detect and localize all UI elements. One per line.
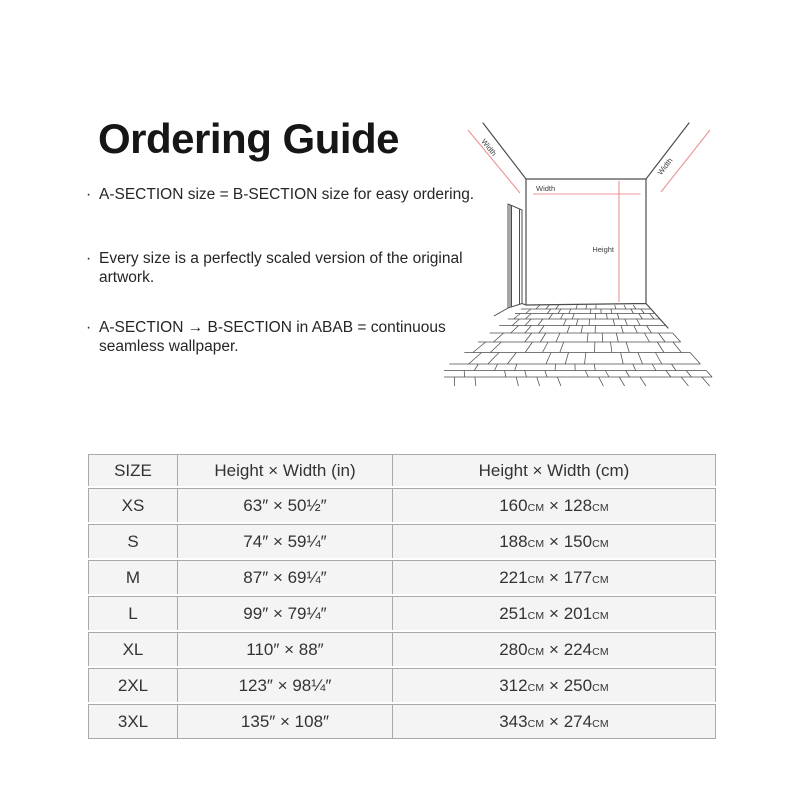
cm-cell: 280CM × 224CM xyxy=(392,632,716,666)
inches-cell: 135″ × 108″ xyxy=(177,704,392,739)
bullet-marker: · xyxy=(86,250,92,267)
cm-unit-label: CM xyxy=(592,501,609,514)
inches-cell: 87″ × 69¼″ xyxy=(177,560,392,594)
cm-cell: 251CM × 201CM xyxy=(392,596,716,630)
size-table xyxy=(88,452,716,741)
cm-unit-label: CM xyxy=(592,609,609,622)
page-title: Ordering Guide xyxy=(98,115,400,163)
size-cell: M xyxy=(88,560,177,594)
bullet-item xyxy=(86,185,474,204)
bullet-text: A-SECTION → B-SECTION in ABAB = continuous xyxy=(99,319,446,336)
cm-unit-label: CM xyxy=(592,645,609,658)
size-cell: S xyxy=(88,524,177,558)
cm-unit-label: CM xyxy=(527,717,545,730)
inches-cell: 74″ × 59¼″ xyxy=(177,524,392,558)
col-header-size: SIZE xyxy=(88,454,177,486)
cm-unit-label: CM xyxy=(527,537,545,550)
door-icon xyxy=(494,204,522,316)
table-row xyxy=(88,488,716,522)
size-cell: 3XL xyxy=(88,704,177,739)
size-cell: XL xyxy=(88,632,177,666)
height-label: Height xyxy=(592,245,614,254)
size-table-wrap xyxy=(88,452,716,741)
inches-cell: 63″ × 50½″ xyxy=(177,488,392,522)
measurement-lines xyxy=(468,130,710,302)
cm-cell: 221CM × 177CM xyxy=(392,560,716,594)
bullet-item xyxy=(86,249,474,287)
bullet-text: artwork. xyxy=(99,269,155,286)
bullet-list xyxy=(86,185,474,356)
col-header-cm: Height × Width (cm) xyxy=(392,454,716,486)
table-row xyxy=(88,560,716,594)
back-width-label: Width xyxy=(536,184,556,193)
room-illustration xyxy=(430,95,730,395)
cm-cell: 188CM × 150CM xyxy=(392,524,716,558)
table-row xyxy=(88,668,716,702)
floor-tiles xyxy=(444,305,712,386)
cm-cell: 160CM × 128CM xyxy=(392,488,716,522)
table-row xyxy=(88,524,716,558)
cm-unit-label: CM xyxy=(527,573,545,586)
left-width-label: Width xyxy=(479,137,499,158)
size-cell: 2XL xyxy=(88,668,177,702)
bullet-text: seamless wallpaper. xyxy=(99,338,239,355)
cm-unit-label: CM xyxy=(592,681,609,694)
cm-unit-label: CM xyxy=(527,609,545,622)
bullet-item xyxy=(86,318,474,356)
bullet-marker: · xyxy=(86,186,92,203)
inches-cell: 99″ × 79¼″ xyxy=(177,596,392,630)
size-cell: XS xyxy=(88,488,177,522)
table-row xyxy=(88,632,716,666)
cm-unit-label: CM xyxy=(527,501,545,514)
cm-cell: 343CM × 274CM xyxy=(392,704,716,739)
cm-cell: 312CM × 250CM xyxy=(392,668,716,702)
table-row xyxy=(88,704,716,739)
bullet-marker: · xyxy=(86,319,92,336)
cm-unit-label: CM xyxy=(592,537,609,550)
cm-unit-label: CM xyxy=(592,573,609,586)
bullet-text: A-SECTION size = B-SECTION size for easy ordering. xyxy=(99,186,475,203)
bullet-text: Every size is a perfectly scaled version of the original xyxy=(99,250,463,267)
right-width-label: Width xyxy=(655,156,675,177)
cm-unit-label: CM xyxy=(527,681,545,694)
inches-cell: 110″ × 88″ xyxy=(177,632,392,666)
cm-unit-label: CM xyxy=(527,645,545,658)
size-table-body xyxy=(88,488,716,739)
col-header-inches: Height × Width (in) xyxy=(177,454,392,486)
table-header-row xyxy=(88,454,716,486)
cm-unit-label: CM xyxy=(592,717,609,730)
size-cell: L xyxy=(88,596,177,630)
table-row xyxy=(88,596,716,630)
inches-cell: 123″ × 98¼″ xyxy=(177,668,392,702)
